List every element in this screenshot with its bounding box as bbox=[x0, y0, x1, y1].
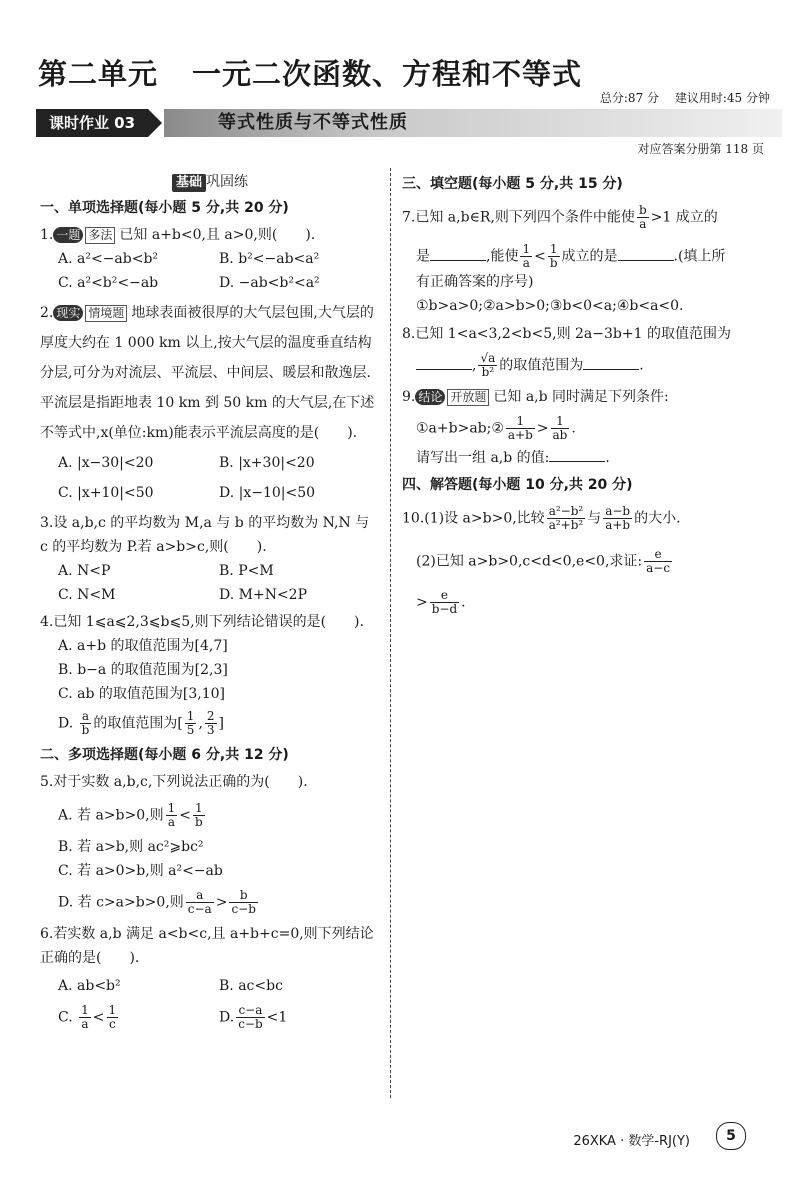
answer-blank[interactable] bbox=[583, 369, 639, 370]
fraction bbox=[478, 352, 497, 379]
question-8 bbox=[402, 322, 762, 379]
q10-part2-end bbox=[402, 589, 762, 616]
fraction bbox=[107, 1004, 119, 1031]
q-text: . bbox=[571, 420, 576, 437]
question-9 bbox=[402, 385, 762, 470]
meta-info bbox=[588, 89, 770, 106]
frac-num: a²−b² bbox=[548, 504, 584, 518]
frac-den: b−d bbox=[431, 602, 458, 616]
fraction bbox=[506, 415, 535, 442]
option-b: B. b²<−ab<a² bbox=[219, 251, 320, 267]
question-4 bbox=[40, 610, 380, 737]
question-2 bbox=[40, 298, 380, 508]
q-text: . bbox=[461, 594, 466, 611]
q-tag2: 多法 bbox=[85, 227, 115, 244]
frac-num: 1 bbox=[193, 802, 205, 816]
q-stem: 已知 a,b 同时满足下列条件: bbox=[493, 389, 669, 405]
option-b: B. b−a 的取值范围为[2,3] bbox=[58, 662, 228, 678]
option-d: D. M+N<2P bbox=[219, 587, 307, 603]
fraction bbox=[193, 802, 205, 829]
question-10 bbox=[402, 505, 762, 616]
q-num: 5. bbox=[40, 774, 54, 790]
q-num: 10. bbox=[402, 510, 425, 527]
question-1 bbox=[40, 223, 380, 295]
opt-text: A. 若 a>b>0,则 bbox=[58, 807, 164, 824]
option-c: C. $\frac{1}{a}$ < $\frac{1}{c}$ bbox=[58, 1003, 117, 1031]
option-d: D. −ab<b²<a² bbox=[219, 275, 320, 291]
fraction bbox=[603, 505, 632, 532]
frac-num: 1 bbox=[108, 1003, 117, 1017]
q-tag: 现实 bbox=[53, 305, 83, 321]
fraction bbox=[80, 710, 92, 737]
answer-ref: 对应答案分册第 118 页 bbox=[637, 142, 764, 156]
frac-den: b bbox=[81, 723, 90, 737]
question-3 bbox=[40, 511, 380, 607]
fraction bbox=[547, 505, 586, 532]
q-text: 请写出一组 a,b 的值: bbox=[416, 450, 550, 466]
level-suffix: 巩固练 bbox=[206, 174, 248, 190]
q-text: ,能使 bbox=[486, 248, 519, 265]
fraction bbox=[236, 1004, 264, 1031]
topic-title: 等式性质与不等式性质 bbox=[218, 112, 408, 133]
suggested-time: 建议用时:45 分钟 bbox=[674, 91, 770, 105]
q-num: 7. bbox=[402, 209, 416, 226]
q8-line2: , $\frac{√a}{\text{b²}}$ 的取值范围为 . bbox=[402, 352, 762, 379]
option-b: B. ac<bc bbox=[219, 978, 283, 994]
frac-den: 3 bbox=[206, 723, 215, 737]
q-num: 8. bbox=[402, 326, 416, 342]
frac-num: e bbox=[644, 548, 672, 562]
frac-den: b bbox=[549, 256, 558, 270]
q-text: > bbox=[416, 594, 428, 611]
opt-text: D. 若 c>a>b>0,则 bbox=[58, 894, 184, 911]
answer-blank[interactable] bbox=[430, 260, 486, 261]
frac-den: a bbox=[522, 256, 530, 270]
option-a: A. a²<−ab<b² bbox=[58, 251, 159, 267]
option-d: D. 若 c>a>b>0,则 $\frac{a}{c-a}$ > $\frac{b}{c-b}$ bbox=[58, 888, 256, 916]
q-num: 9. bbox=[402, 389, 416, 405]
frac-den: a−c bbox=[646, 561, 671, 575]
option-a: A. 若 a>b>0,则 $\frac{1}{a}$ < $\frac{1}{b}$ bbox=[58, 801, 203, 829]
fraction bbox=[520, 243, 532, 270]
frac-den: c−b bbox=[231, 902, 256, 916]
total-score: 总分:87 分 bbox=[599, 91, 660, 105]
q-num: 6. bbox=[40, 926, 54, 942]
q7-line3: 有正确答案的序号) bbox=[416, 274, 534, 290]
fraction bbox=[79, 1004, 91, 1031]
q-stem: 已知 1<a<3,2<b<5,则 2a−3b+1 的取值范围为 bbox=[415, 326, 731, 342]
frac-den: a+b bbox=[507, 428, 533, 442]
q10-part2 bbox=[402, 548, 762, 575]
frac-num: 1 bbox=[551, 415, 570, 429]
frac-den: c−a bbox=[187, 902, 212, 916]
frac-den: b bbox=[194, 815, 203, 829]
option-b: B. 若 a>b,则 ac²⩾bc² bbox=[58, 839, 204, 855]
unit-name: 一元二次函数、方程和不等式 bbox=[192, 57, 583, 91]
opt-prefix: D. bbox=[58, 715, 74, 732]
options bbox=[40, 974, 380, 998]
q7-line2: 是 ,能使 $\frac{1}{a}$ < $\frac{1}{b}$ 成立的是 .(填上所 bbox=[416, 242, 726, 270]
page-number: 5 bbox=[716, 1122, 746, 1150]
frac-num: 1 bbox=[522, 242, 531, 256]
opt-text: D. bbox=[219, 1009, 235, 1026]
q7-conditions: ①b>a>0;②a>b>0;③b<0<a;④b<a<0. bbox=[416, 298, 684, 314]
homework-label: 课时作业 03 bbox=[36, 109, 148, 137]
frac-num: b bbox=[229, 889, 257, 903]
q-stem: 设 a,b,c 的平均数为 M,a 与 b 的平均数为 N,N 与 c 的平均数为 P.若 a>b>c,则( ). bbox=[40, 515, 370, 555]
frac-num: a bbox=[80, 710, 92, 724]
fraction bbox=[205, 710, 217, 737]
section-heading: 二、多项选择题(每小题 6 分,共 12 分) bbox=[40, 747, 289, 763]
q-stem: 已知 1⩽a⩽2,3⩽b⩽5,则下列结论错误的是( ). bbox=[53, 614, 364, 630]
q-text: 的大小. bbox=[634, 510, 681, 527]
q-stem: 对于实数 a,b,c,下列说法正确的为( ). bbox=[53, 774, 308, 790]
frac-num: 1 bbox=[81, 1003, 89, 1017]
option-d: D. |x−10|<50 bbox=[219, 485, 316, 501]
answer-blank[interactable] bbox=[549, 461, 605, 462]
option-d: D. $\frac{a}{b}$ 的取值范围为[ $\frac{1}{5}$ , $\frac{2}{3}$ ] bbox=[58, 709, 224, 737]
level-badge: 基础 bbox=[172, 174, 206, 192]
option-a: A. a+b 的取值范围为[4,7] bbox=[58, 638, 228, 654]
q-text: (2)已知 a>b>0,c<d<0,e<0,求证: bbox=[416, 553, 643, 570]
homework-banner bbox=[36, 107, 782, 139]
options bbox=[40, 1004, 380, 1031]
fraction bbox=[548, 243, 560, 270]
section-heading: 一、单项选择题(每小题 5 分,共 20 分) bbox=[40, 200, 289, 216]
option-c: C. |x+10|<50 bbox=[58, 485, 154, 501]
q-stem: >1 成立的 bbox=[650, 209, 718, 226]
unit-label: 第二单元 bbox=[38, 57, 159, 91]
q-tag: 结论 bbox=[415, 389, 445, 405]
q7-line1 bbox=[402, 204, 762, 231]
fraction bbox=[166, 802, 178, 829]
opt-text: C. bbox=[58, 1009, 73, 1026]
fraction bbox=[229, 889, 257, 916]
frac-num: b bbox=[638, 203, 647, 217]
q-text: 的取值范围为 bbox=[499, 357, 584, 374]
option-c: C. a²<b²<−ab bbox=[58, 275, 159, 291]
frac-num: e bbox=[430, 589, 459, 603]
question-6 bbox=[40, 922, 380, 1031]
option-a: A. |x−30|<20 bbox=[58, 455, 154, 471]
opt-text: <1 bbox=[266, 1009, 288, 1026]
options bbox=[40, 559, 380, 607]
option-a: A. ab<b² bbox=[58, 978, 121, 994]
q-num: 1. bbox=[40, 227, 54, 243]
opt-text: ] bbox=[218, 715, 224, 732]
option-c: C. N<M bbox=[58, 587, 116, 603]
footer-code: 26XKA · 数学-RJ(Y) bbox=[573, 1134, 690, 1149]
q9-conditions: ①a+b>ab;② $\frac{1}{a+b}$ > $\frac{1}{ab}$ . bbox=[416, 414, 576, 442]
frac-num: c−a bbox=[236, 1004, 264, 1018]
q-text: ①a+b>ab;② bbox=[416, 420, 504, 437]
q-text: .(填上所 bbox=[673, 248, 726, 265]
frac-den: c bbox=[108, 1017, 116, 1031]
level-heading bbox=[40, 170, 380, 194]
unit-title bbox=[38, 52, 582, 93]
q-tag2: 情境题 bbox=[85, 305, 127, 322]
option-a: A. N<P bbox=[58, 563, 111, 579]
fraction bbox=[644, 548, 672, 575]
frac-den: a+b bbox=[605, 518, 631, 532]
fraction bbox=[185, 710, 197, 737]
option-b: B. P<M bbox=[219, 563, 274, 579]
q-text: 是 bbox=[416, 248, 430, 265]
q-text: 成立的是 bbox=[561, 248, 618, 265]
q-num: 2. bbox=[40, 305, 54, 321]
q-tag: 一题 bbox=[53, 227, 83, 243]
section-heading: 四、解答题(每小题 10 分,共 20 分) bbox=[402, 477, 633, 493]
option-d bbox=[219, 1004, 380, 1031]
question-7 bbox=[402, 204, 762, 318]
answer-blank[interactable] bbox=[618, 260, 674, 261]
frac-num: 1 bbox=[167, 801, 176, 815]
frac-den: c−b bbox=[238, 1017, 263, 1031]
frac-num: a−b bbox=[605, 504, 631, 518]
fraction bbox=[186, 889, 214, 916]
q-tag2: 开放题 bbox=[447, 389, 489, 406]
frac-den: b² bbox=[481, 365, 495, 379]
frac-num: 1 bbox=[506, 415, 535, 429]
frac-den: a bbox=[167, 815, 175, 829]
q-stem: 已知 a,b∈R,则下列四个条件中能使 bbox=[415, 209, 635, 226]
q-text: (1)设 a>b>0,比较 bbox=[424, 510, 545, 527]
q-stem: 若实数 a,b 满足 a<b<c,且 a+b+c=0,则下列结论正确的是( ). bbox=[40, 926, 374, 966]
option-b: B. |x+30|<20 bbox=[219, 455, 315, 471]
frac-num: a bbox=[186, 889, 214, 903]
frac-den: ab bbox=[552, 428, 568, 442]
q-stem: 地球表面被很厚的大气层包围,大气层的厚度大约在 1 000 km 以上,按大气层的温度垂直结构分层,可分为对流层、平流层、中间层、暖层和散逸层.平流层是指距地表 10 km 到 50 km 的大气层,在下述不等式中,x(单位:km)能表示平流层高度的是( ). bbox=[40, 305, 375, 441]
options bbox=[40, 247, 380, 295]
frac-num: 2 bbox=[206, 709, 215, 723]
column-divider bbox=[390, 168, 391, 1098]
answer-blank[interactable] bbox=[416, 369, 472, 370]
q-stem: 已知 a+b<0,且 a>0,则( ). bbox=[119, 227, 316, 243]
section-heading: 三、填空题(每小题 5 分,共 15 分) bbox=[402, 176, 623, 192]
frac-num: √a bbox=[480, 351, 496, 365]
frac-num: 1 bbox=[548, 243, 560, 257]
q-text: 与 bbox=[587, 510, 602, 527]
q-num: 4. bbox=[40, 614, 54, 630]
option-c: C. 若 a>0>b,则 a²<−ab bbox=[58, 863, 223, 879]
frac-den: a bbox=[639, 217, 647, 231]
right-column bbox=[402, 170, 762, 619]
fraction bbox=[637, 204, 649, 231]
options bbox=[40, 448, 380, 508]
left-column bbox=[40, 170, 380, 1034]
fraction bbox=[551, 415, 570, 442]
frac-den: a bbox=[81, 1017, 89, 1031]
q9-ask: 请写出一组 a,b 的值: . bbox=[416, 450, 610, 466]
fraction bbox=[430, 589, 459, 616]
frac-den: a²+b² bbox=[548, 518, 584, 532]
frac-num: 1 bbox=[186, 709, 195, 723]
frac-den: 5 bbox=[186, 723, 195, 737]
question-5 bbox=[40, 770, 380, 916]
option-c: C. ab 的取值范围为[3,10] bbox=[58, 686, 225, 702]
q-num: 3. bbox=[40, 515, 54, 531]
opt-text: 的取值范围为[ bbox=[93, 715, 183, 732]
